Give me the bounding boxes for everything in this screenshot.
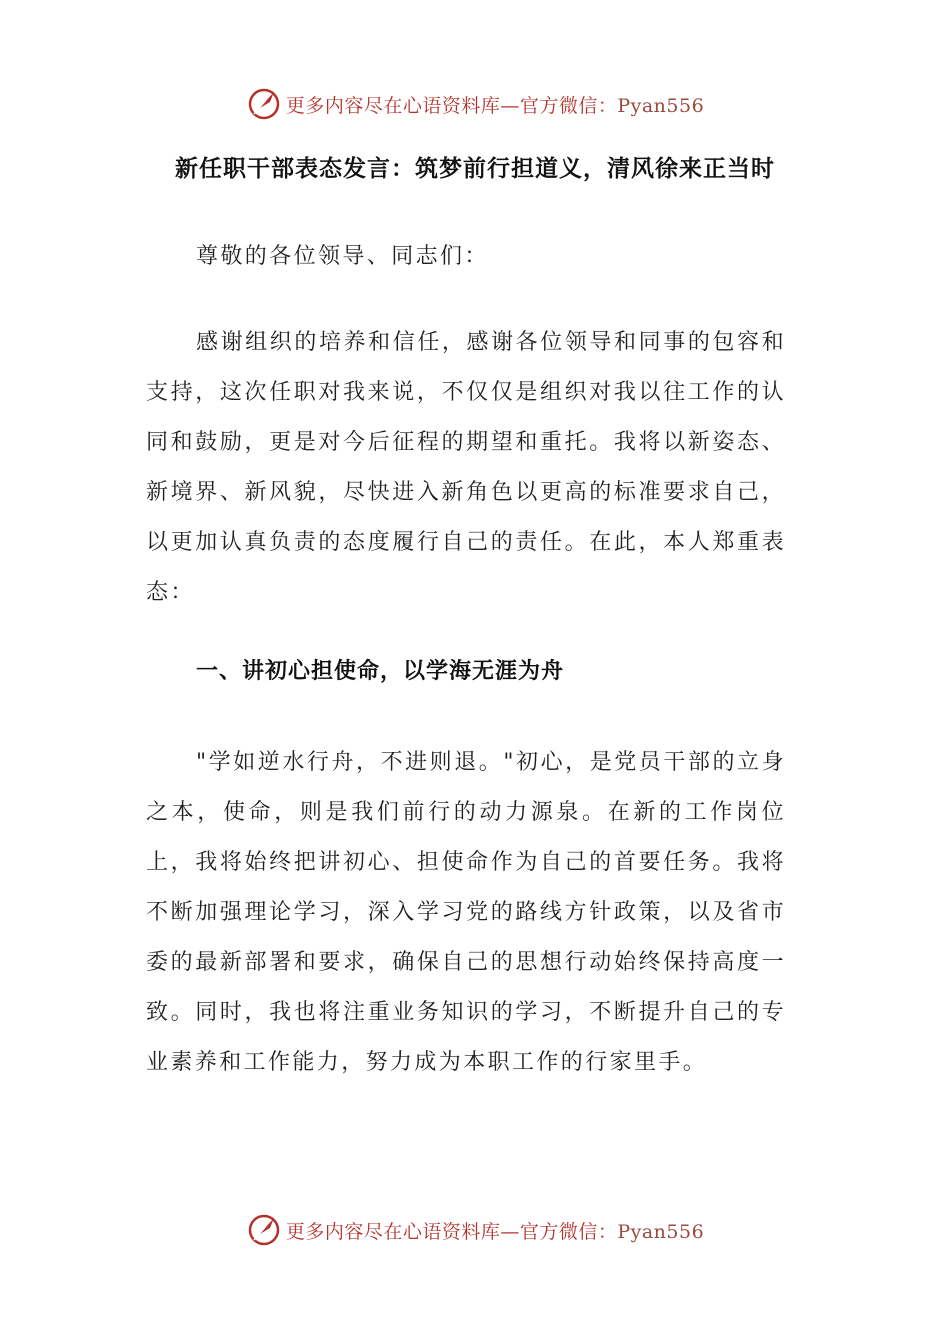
banner-text (286, 91, 704, 118)
footer-banner (0, 1210, 950, 1250)
banner-site-text: 更多内容尽在心语资料库—官方微信： (285, 1220, 618, 1243)
paragraph-1: 感谢组织的培养和信任，感谢各位领导和同事的包容和支持，这次任职对我来说，不仅仅是组织对我以往工作的认同和鼓励，更是对今后征程的期望和重托。我将以新姿态、新境界、新风貌，尽快进入新角色以更高的标准要求自己，以更加认真负责的态度履行自己的责任。在此，本人郑重表态： (146, 330, 786, 605)
greeting: 尊敬的各位领导、同志们： (196, 244, 489, 269)
banner-wechat-id: Pyan556 (617, 1220, 705, 1243)
section-1-heading: 一、讲初心担使命，以学海无涯为舟 (196, 659, 565, 684)
paragraph-2: "学如逆水行舟，不进则退。"初心，是党员干部的立身之本，使命，则是我们前行的动力源泉。在新的工作岗位上，我将始终把讲初心、担使命作为自己的首要任务。我将不断加强理论学习，深入学习党的路线方针政策，以及省市委的最新部署和要求，确保自己的思想行动始终保持高度一致。同时，我也将注重业务知识的学习，不断提升自己的专业素养和工作能力，努力成为本职工作的行家里手。 (146, 750, 786, 1075)
banner-text (286, 1217, 704, 1244)
quill-logo-icon (246, 1212, 282, 1248)
document-title: 新任职干部表态发言：筑梦前行担道义，清风徐来正当时 (175, 156, 775, 182)
banner-site-text: 更多内容尽在心语资料库—官方微信： (285, 94, 618, 117)
banner-wechat-id: Pyan556 (617, 94, 705, 117)
quill-logo-icon (246, 86, 282, 122)
header-banner (0, 84, 950, 124)
